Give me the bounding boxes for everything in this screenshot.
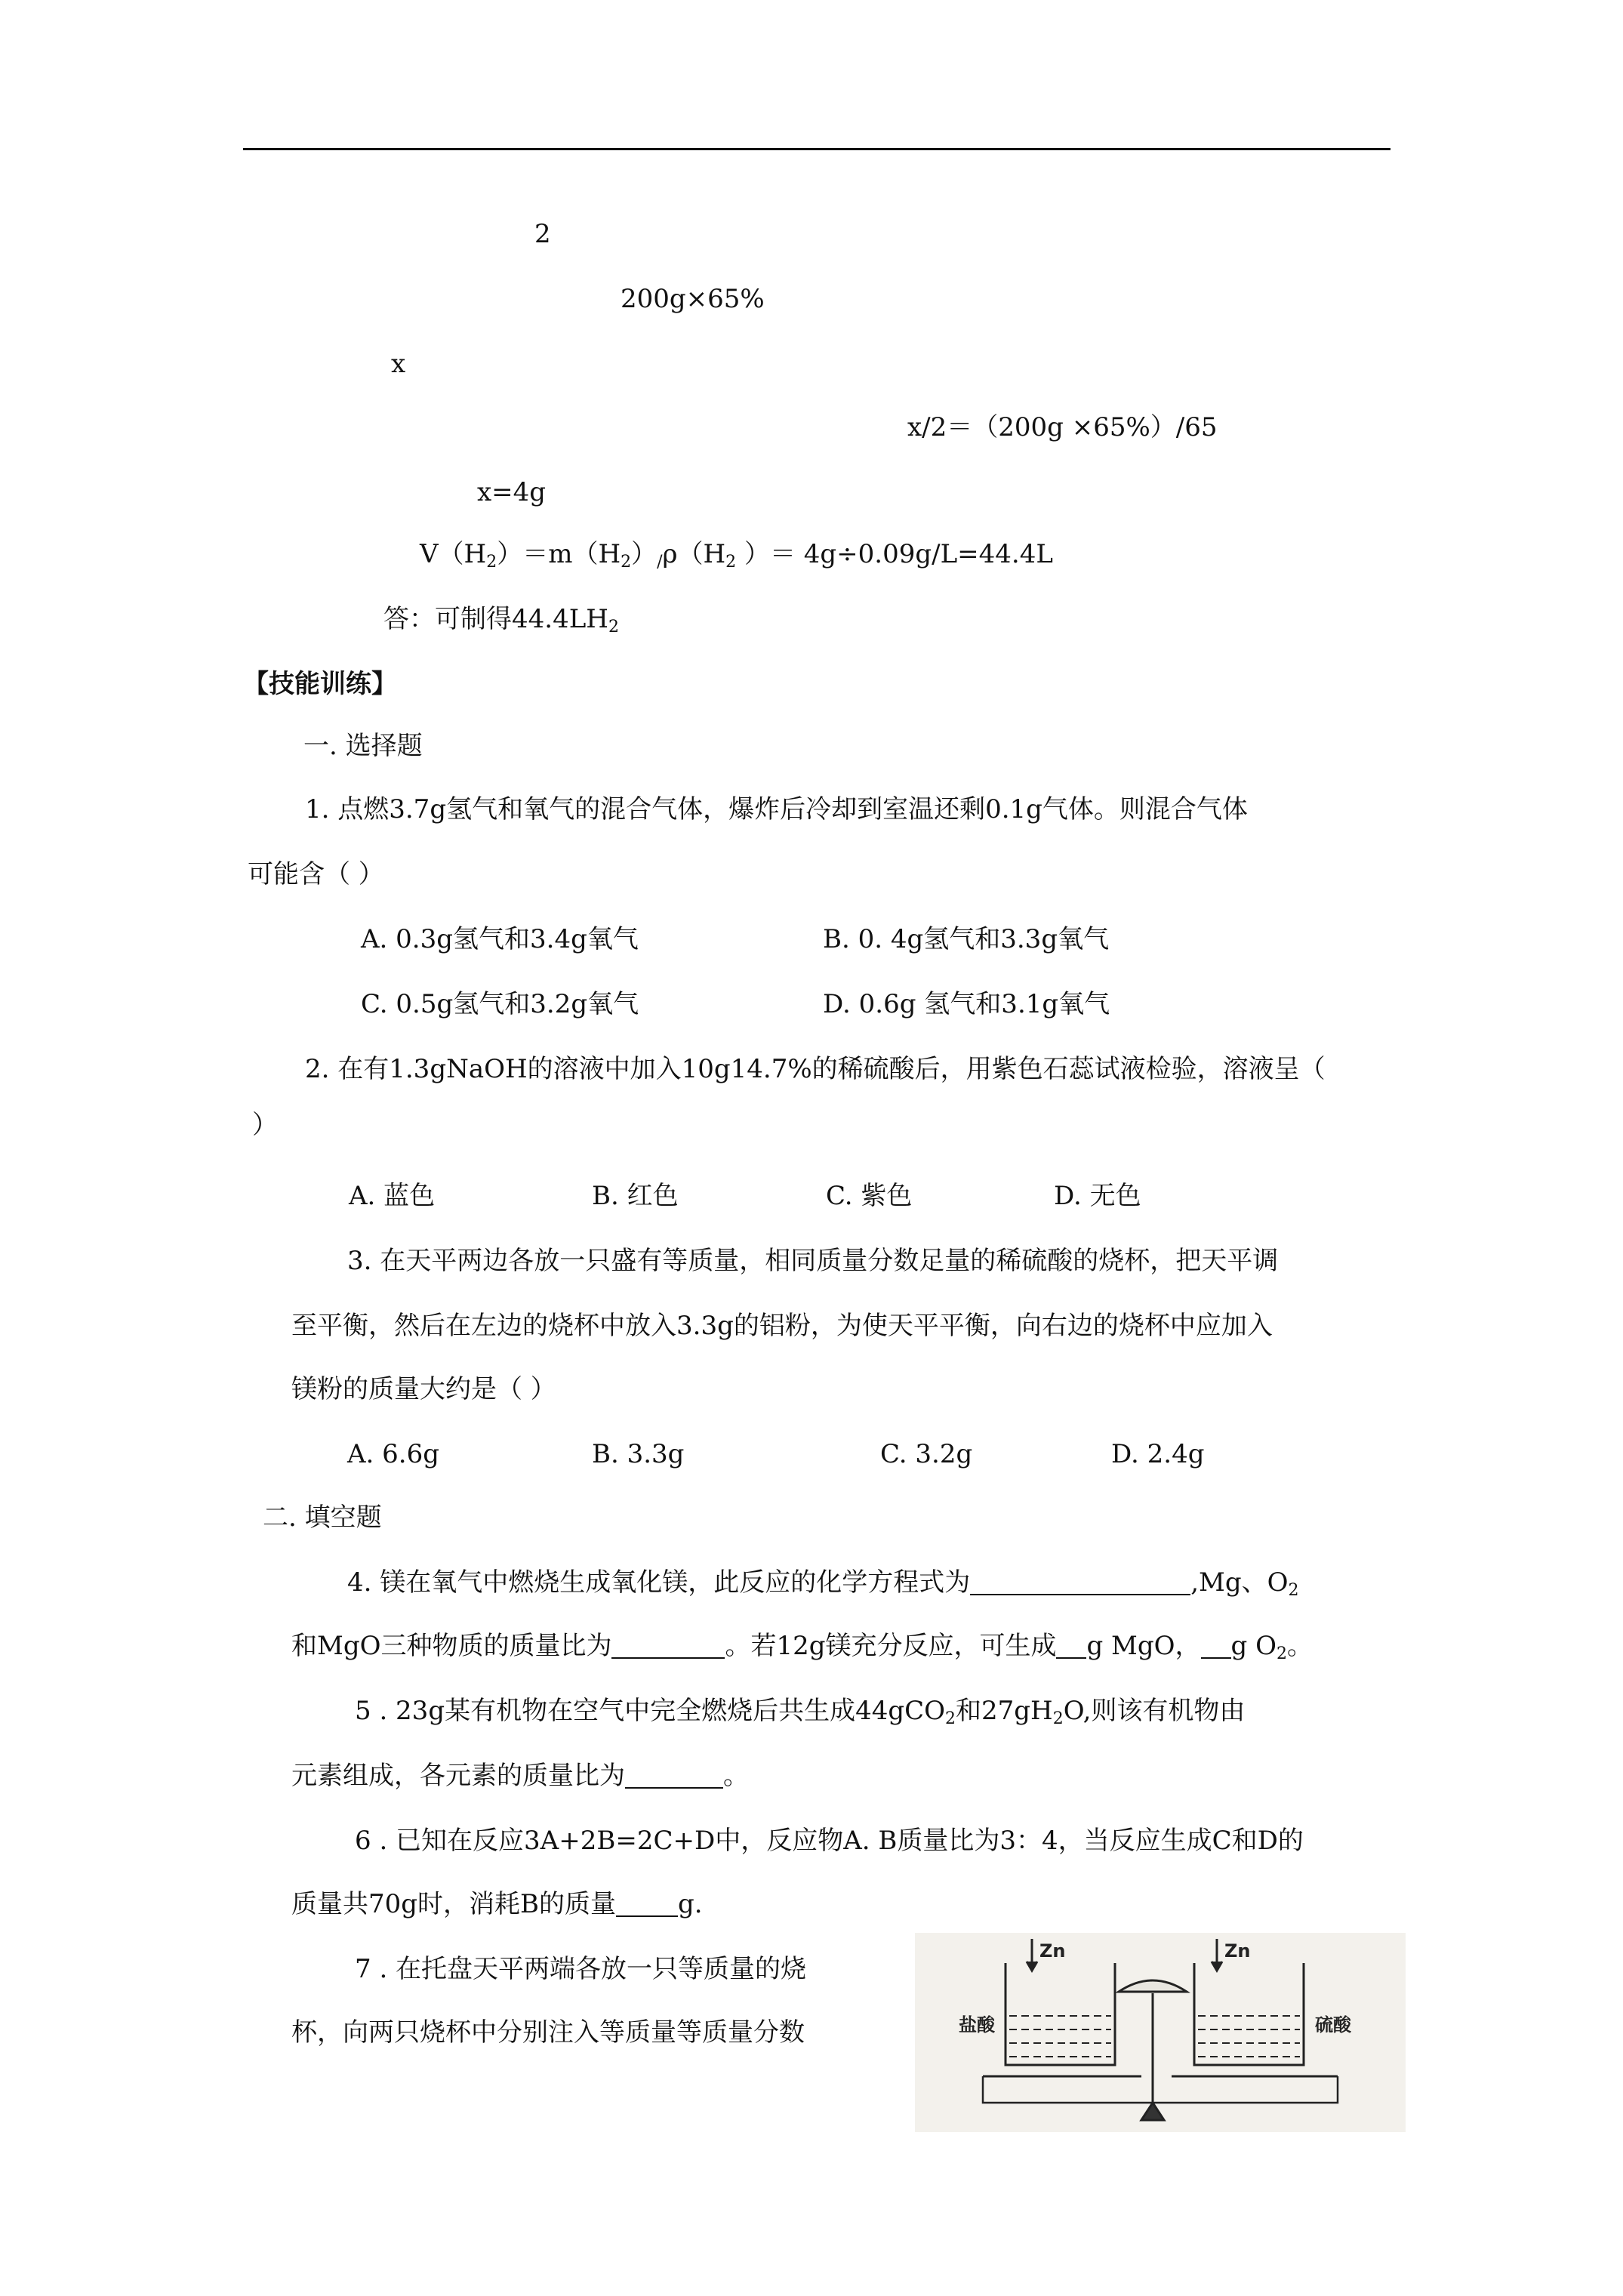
right-acid-label: 硫酸 [1315, 2014, 1351, 2036]
question-1-option-d: D. 0.6g 氢气和3.1g氧气 [823, 989, 1110, 1019]
question-3-line-3: 镁粉的质量大约是（ ） [291, 1374, 556, 1404]
solution-line-3: x [391, 349, 406, 379]
section-heading: 【技能训练】 [243, 669, 397, 699]
balance-beam [983, 2076, 1338, 2103]
question-3-option-a: A. 6.6g [347, 1439, 440, 1469]
balance-diagram [915, 1933, 1406, 2132]
balance-figure [915, 1933, 1406, 2132]
answer-blank[interactable] [625, 1763, 723, 1789]
question-4-line-2: 和MgO三种物质的质量比为 。若12g镁充分反应，可生成 g MgO， g $O_2$。 [291, 1631, 1313, 1663]
balance-fulcrum [1141, 2103, 1164, 2120]
question-2-option-d: D. 无色 [1054, 1181, 1141, 1211]
question-3-line-1: 3. 在天平两边各放一只盛有等质量，相同质量分数足量的稀硫酸的烧杯，把天平调 [347, 1246, 1279, 1276]
answer-blank[interactable] [616, 1891, 678, 1917]
question-5-line-1: 5 . 23g某有机物在空气中完全燃烧后共生成44gCO$_2$和$27gH_2O$,则该有机物由 [355, 1696, 1246, 1728]
right-liquid [1198, 2016, 1300, 2057]
answer-blank[interactable] [611, 1633, 725, 1659]
question-3-option-c: C. 3.2g [880, 1439, 973, 1469]
question-7-line-2: 杯，向两只烧杯中分别注入等质量等质量分数 [291, 2017, 805, 2048]
question-5-line-2: 元素组成，各元素的质量比为 。 [291, 1761, 749, 1791]
solution-line-5: x=4g [477, 477, 547, 507]
question-2-option-a: A. 蓝色 [349, 1181, 436, 1211]
solution-answer: 答：可制得$44.4LH_2$ [383, 604, 619, 636]
question-2-line-1: 2. 在有1.3gNaOH的溶液中加入10g14.7%的稀硫酸后，用紫色石蕊试液检验，溶液呈（ [305, 1054, 1326, 1084]
solution-line-4: x/2＝（200g ×65%）/65 [907, 412, 1218, 442]
question-1-option-b: B. 0. 4g氢气和3.3g氧气 [823, 924, 1110, 954]
question-1-line-1: 1. 点燃3.7g氢气和氧气的混合气体，爆炸后冷却到室温还剩0.1g气体。则混合气体 [305, 794, 1248, 824]
question-4-line-1: 4. 镁在氧气中燃烧生成氧化镁，此反应的化学方程式为 ,Mg、$O_2$ [347, 1567, 1299, 1600]
solution-line-2: 200g×65% [621, 284, 765, 314]
part-heading-fill: 二. 填空题 [263, 1502, 382, 1533]
question-2-line-2: ） [252, 1110, 278, 1140]
question-7-line-1: 7 . 在托盘天平两端各放一只等质量的烧 [355, 1954, 807, 1984]
right-zinc-label: Zn [1224, 1940, 1251, 1962]
left-beaker [1006, 1963, 1115, 2065]
solution-line-1: 2 [534, 219, 551, 249]
answer-blank[interactable] [1056, 1633, 1086, 1659]
balance-dial [1119, 1980, 1187, 1992]
left-liquid [1009, 2016, 1111, 2057]
right-beaker [1194, 1963, 1304, 2065]
left-zinc-label: Zn [1039, 1940, 1066, 1962]
question-3-option-b: B. 3.3g [592, 1439, 685, 1469]
question-3-option-d: D. 2.4g [1111, 1439, 1205, 1469]
question-6-line-1: 6 . 已知在反应3A+2B=2C+D中，反应物A. B质量比为3：4，当反应生成C和D的 [355, 1826, 1304, 1856]
left-acid-label: 盐酸 [959, 2014, 995, 2036]
answer-blank[interactable] [970, 1570, 1190, 1595]
question-1-option-c: C. 0.5g氢气和3.2g氧气 [361, 989, 639, 1019]
part-heading-choice: 一. 选择题 [303, 731, 423, 761]
header-rule [243, 148, 1390, 150]
question-3-line-2: 至平衡，然后在左边的烧杯中放入3.3g的铝粉，为使天平平衡，向右边的烧杯中应加入 [291, 1311, 1273, 1341]
question-1-line-2: 可能含（ ） [248, 859, 384, 889]
answer-blank[interactable] [1201, 1633, 1231, 1659]
question-2-option-b: B. 红色 [592, 1181, 679, 1211]
question-1-option-a: A. 0.3g氢气和3.4g氧气 [361, 924, 639, 954]
question-2-option-c: C. 紫色 [826, 1181, 913, 1211]
question-6-line-2: 质量共70g时，消耗B的质量 g. [291, 1889, 703, 1919]
solution-line-6: $V(H_2)=m(H_2)_/\rho(H_2$ ）＝ 4g÷0.09g/L=44.4L [420, 539, 1053, 572]
